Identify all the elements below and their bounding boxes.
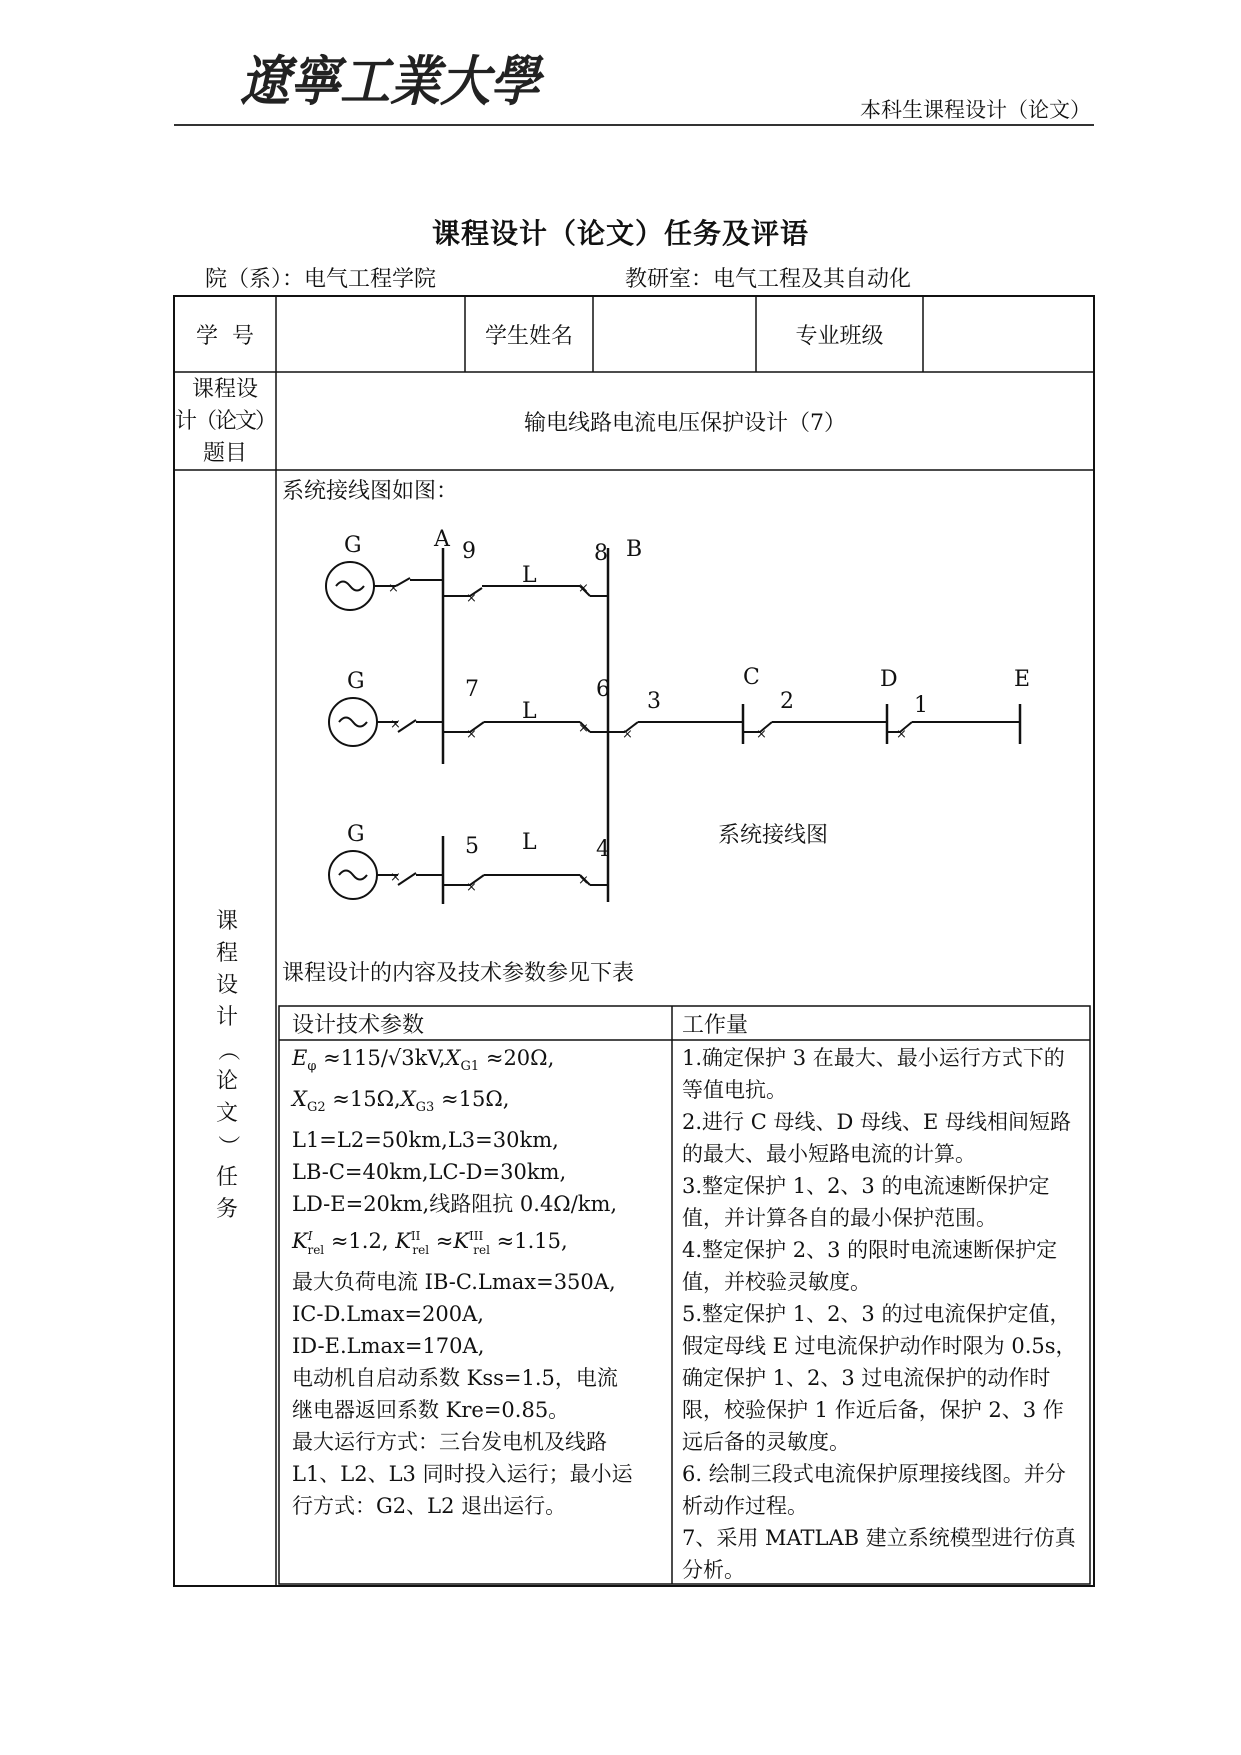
workload-item-7: 7、采用 MATLAB 建立系统模型进行仿真分析。	[682, 1526, 1076, 1582]
svg-text:×: ×	[388, 581, 399, 596]
student-name-label: 学生姓名	[484, 323, 573, 349]
lbc-lcd: LB-C=40km,LC-D=30km,	[292, 1160, 567, 1185]
load-line-3: ID-E.Lmax=170A,	[292, 1333, 485, 1358]
generator-label-2: G	[347, 669, 365, 694]
workload-item-2: 2.进行 C 母线、D 母线、E 母线相间短路的最大、最小短路电流的计算。	[682, 1110, 1071, 1166]
breaker-label-9: 9	[462, 539, 476, 564]
page-title: 课程设计（论文）任务及评语	[431, 217, 809, 250]
svg-text:×: ×	[466, 727, 477, 742]
svg-text:×: ×	[390, 870, 401, 885]
line-label-1: L	[522, 563, 537, 588]
line-label-2: L	[522, 699, 537, 724]
svg-text:×: ×	[390, 717, 401, 732]
content-intro: 课程设计的内容及技术参数参见下表	[282, 961, 635, 986]
formula-line-2: $X_{G2} \approx 15\Omega,X_{G3} \approx 15\Omega$,	[292, 1087, 510, 1116]
breaker-label-5: 5	[465, 834, 479, 859]
load-line-2: IC-D.Lmax=200A,	[292, 1301, 484, 1326]
workload-header: 工作量	[682, 1013, 749, 1038]
formula-line-3: $K^I_{rel} \approx 1.2$, $K^{II}_{rel} \approx K^{III}_{rel} \approx 1.15$,	[292, 1229, 568, 1257]
load-line-8: 行方式：G2、L2 退出运行。	[292, 1493, 567, 1518]
task-label: 课 程 设 计 （ 论 文 ） 任 务	[215, 909, 240, 1222]
svg-text:×: ×	[578, 581, 589, 596]
line-lengths: L1=L2=50km,L3=30km,	[292, 1128, 559, 1153]
diagram-caption: 系统接线图	[718, 823, 829, 848]
breaker-label-1: 1	[914, 693, 928, 718]
workload-item-5: 5.整定保护 1、2、3 的过电流保护定值，假定母线 E 过电流保护动作时限为 0.5s，确定保护 1、2、3 过电流保护的动作时限，校验保护 1 作近后备，保护 2、3 作远后备的灵敏度。	[682, 1302, 1077, 1454]
load-line-5: 继电器返回系数 Kre=0.85。	[292, 1397, 570, 1422]
svg-text:×: ×	[896, 727, 907, 742]
department-line: 院（系）：电气工程学院	[205, 267, 437, 292]
formula-line-1: $E_\varphi \approx 115/√3kV,X_{G1} \approx 20\Omega$,	[292, 1046, 555, 1075]
svg-text:×: ×	[622, 727, 633, 742]
header-label: 本科生课程设计（论文）	[860, 98, 1091, 122]
office-line: 教研室：电气工程及其自动化	[625, 267, 912, 292]
workload-item-4: 4.整定保护 2、3 的限时电流速断保护定值，并校验灵敏度。	[682, 1238, 1058, 1294]
breaker-label-3: 3	[647, 689, 661, 714]
breaker-label-6: 6	[596, 677, 610, 702]
lde-line: LD-E=20km,线路阻抗 0.4Ω/km,	[292, 1192, 618, 1217]
breaker-label-7: 7	[465, 677, 479, 702]
svg-text:×: ×	[578, 873, 589, 888]
svg-text:×: ×	[466, 880, 477, 895]
breaker-label-2: 2	[780, 689, 794, 714]
svg-text:×: ×	[578, 721, 589, 736]
topic-label: 课程设 计（论文） 题目	[174, 377, 275, 466]
breaker-label-8: 8	[594, 541, 608, 566]
workload-item-6: 6. 绘制三段式电流保护原理接线图。并分析动作过程。	[682, 1462, 1066, 1518]
params-list	[292, 1042, 664, 1522]
svg-text:×: ×	[466, 591, 477, 606]
load-line-6: 最大运行方式：三台发电机及线路	[292, 1429, 607, 1454]
load-line-4: 电动机自启动系数 Kss=1.5，电流	[292, 1365, 618, 1390]
bus-label-d: D	[880, 667, 898, 692]
line-label-3: L	[522, 830, 537, 855]
bus-label-b: B	[626, 537, 643, 562]
workload-list	[682, 1042, 1082, 1586]
load-line-1: 最大负荷电流 IB-C.Lmax=350A,	[292, 1269, 616, 1294]
workload-item-3: 3.整定保护 1、2、3 的电流速断保护定值，并计算各自的最小保护范围。	[682, 1174, 1050, 1230]
workload-item-1: 1.确定保护 3 在最大、最小运行方式下的等值电抗。	[682, 1046, 1065, 1102]
bus-label-e: E	[1014, 667, 1031, 692]
topic-value: 输电线路电流电压保护设计（7）	[524, 410, 846, 436]
svg-text:遼寧工業大學: 遼寧工業大學	[240, 49, 545, 113]
generator-label-3: G	[347, 822, 365, 847]
svg-text:×: ×	[756, 727, 767, 742]
bus-label-a: A	[434, 527, 450, 552]
breaker-label-4: 4	[596, 837, 610, 862]
load-line-7: L1、L2、L3 同时投入运行；最小运	[292, 1461, 633, 1486]
bus-label-c: C	[743, 665, 760, 690]
diagram-intro: 系统接线图如图：	[282, 479, 459, 504]
params-header: 设计技术参数	[292, 1013, 425, 1038]
class-label: 专业班级	[795, 323, 884, 349]
generator-label-1: G	[344, 533, 362, 558]
student-id-label: 学 号	[196, 323, 254, 349]
